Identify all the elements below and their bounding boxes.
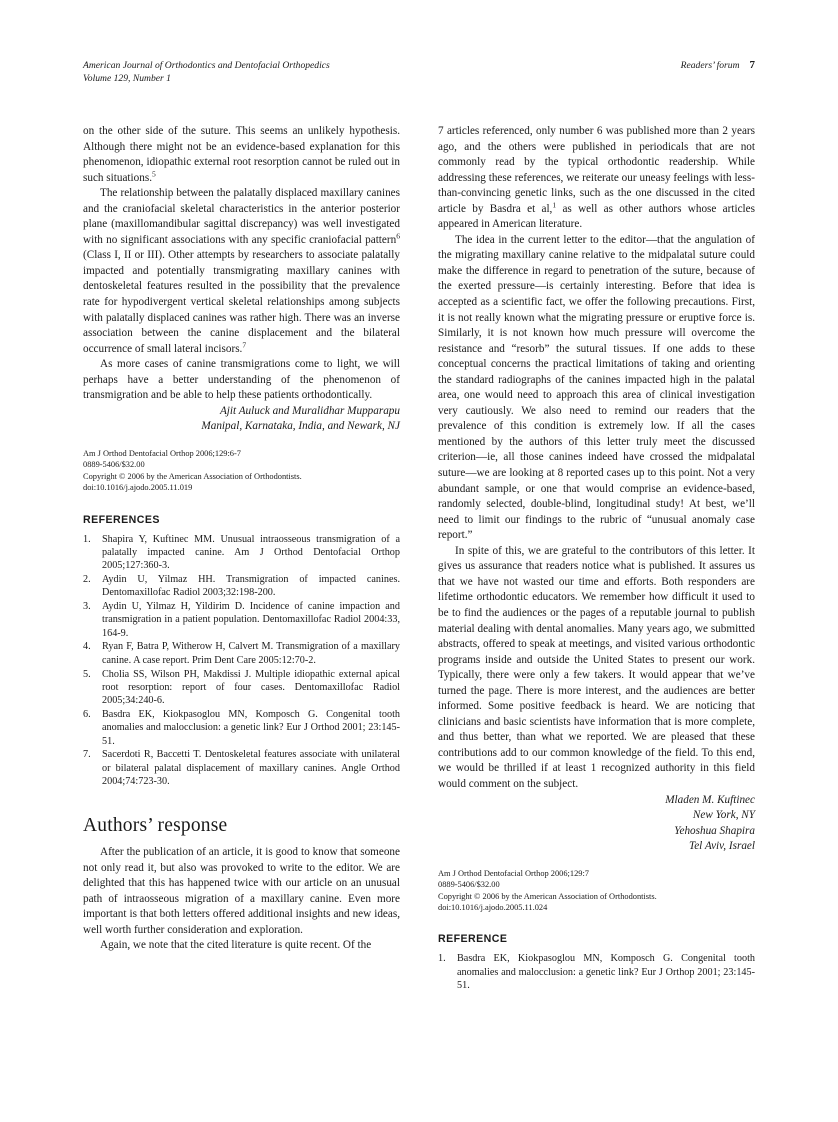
signature-line: Mladen M. Kuftinec: [665, 793, 755, 806]
running-head-section-group: [681, 59, 755, 72]
reference-item: [438, 952, 755, 992]
reference-number: 1.: [438, 953, 446, 965]
paragraph-text-part-a: 7 articles referenced, only number 6 was published more than 2 years ago, and the others were published in periodicals that are not commonly read by the typical orthodontic readership. While addressing these references, we reiterate our uneasy feelings with less-than-convincing genetic links, such as the one discussed in the cited article by Basdra et al,: [438, 125, 755, 215]
citation-block: [438, 868, 755, 914]
reference-text: Ryan F, Batra P, Witherow H, Calvert M. Transmigration of a maxillary canine. A case report. Prim Dent Care 2005:12:70-2.: [102, 641, 400, 666]
running-head: [83, 59, 755, 85]
paragraph: [83, 186, 400, 357]
citation-line: 0889-5406/$32.00: [83, 460, 145, 470]
signature-line: Manipal, Karnataka, India, and Newark, NJ: [201, 420, 400, 433]
journal-title: American Journal of Orthodontics and Dentofacial Orthopedics: [83, 60, 330, 71]
reference-marker: 7: [242, 339, 247, 349]
citation-line: 0889-5406/$32.00: [438, 880, 500, 890]
signature-block: [438, 793, 755, 855]
citation-line: Am J Orthod Dentofacial Orthop 2006;129:6-7: [83, 448, 241, 458]
reference-item: [83, 640, 400, 667]
paragraph-text-part-b: as well as other authors whose articles appeared in American literature.: [438, 202, 755, 231]
paragraph: [438, 124, 755, 233]
citation-line: Am J Orthod Dentofacial Orthop 2006;129:7: [438, 868, 589, 878]
references-heading: REFERENCES: [83, 513, 160, 526]
citation-block: [83, 448, 400, 494]
references-heading: REFERENCE: [438, 933, 508, 946]
reference-number: 2.: [83, 573, 91, 585]
reference-item: [83, 668, 400, 708]
paragraph: In spite of this, we are grateful to the contributors of this letter. It gives us assurance that readers notice what is published. It assures us that we have not wasted our time and efforts. Both responders are lifetime orthodontic educators. We remember how difficult it used to be to find the audiences or the pages of a reputable journal to publish material dealing with dental anomalies. Many years ago, we submitted abstracts, offered to speak at meetings, and visited various orthodontic programs inside and outside the United States to present our work. Typically, there were only a few takers. It would appear that we’ve turned the page. There is more interest, and the audiences are better informed. Some positive feedback is heard. We are noticing that clinicians and basic scientists have information that is more complete, and thus better, than what we reported. We are pleased that these contributions add to our common knowledge of the field. To this end, we would be thrilled if at least 1 recognized authority in this field would comment on the subject.: [438, 544, 755, 790]
paragraph-text: on the other side of the suture. This seems an unlikely hypothesis. Although there might not be an evidence-based explanation for this phenomenon, idiopathic external root resorption cannot be ruled out in such situations.: [83, 125, 400, 184]
paragraph: Again, we note that the cited literature is quite recent. Of the: [100, 939, 372, 952]
reference-text: Cholia SS, Wilson PH, Makdissi J. Multiple idiopathic external apical root resorption: report of four cases. Dentomaxillofac Radiol 2005;34:240-6.: [102, 668, 400, 707]
signature-line: Yehoshua Shapira: [674, 824, 755, 837]
reference-number: 3.: [83, 601, 91, 613]
signature-block: [83, 404, 400, 435]
reference-list: [438, 952, 755, 992]
reference-marker: 6: [396, 231, 400, 241]
signature-line: New York, NY: [692, 809, 755, 822]
volume-line: Volume 129, Number 1: [83, 73, 171, 85]
reference-text: Basdra EK, Kiokpasoglou MN, Komposch G. Congenital tooth anomalies and malocclusion: a genetic link? Eur J Orthod 2001; 23:145-51.: [102, 708, 400, 747]
reference-marker: 1: [552, 200, 557, 209]
citation-line: doi:10.1016/j.ajodo.2005.11.024: [438, 902, 548, 912]
paragraph: [83, 124, 400, 186]
paragraph-text-part-a: The relationship between the palatally displaced maxillary canines and the craniofacial skeletal characteristics in the anterior posterior plane (maxillomandibular sagittal discrepancy) was well investigated with no significant associations with any specific craniofacial pattern: [83, 187, 400, 246]
reference-text: Shapira Y, Kuftinec MM. Unusual intraosseous transmigration of a palatally impacted canine. Am J Orthod Dentofacial Orthop 2005;127:360-3.: [102, 533, 400, 572]
reference-text: Sacerdoti R, Baccetti T. Dentoskeletal features associate with unilateral or bilateral palatal displacement of maxillary canines. Angle Orthod 2004;74:723-30.: [102, 749, 400, 787]
running-head-top-row: [83, 59, 755, 72]
reference-number: 5.: [83, 668, 91, 680]
paragraph: As more cases of canine transmigrations come to light, we will perhaps have a better understanding of the phenomenon of transmigration and be able to help these patients orthodontically.: [83, 358, 400, 402]
reference-item: [83, 708, 400, 748]
citation-line: doi:10.1016/j.ajodo.2005.11.019: [83, 483, 193, 493]
citation-line: Copyright © 2006 by the American Association of Orthodontists.: [83, 471, 302, 481]
signature-line: Ajit Auluck and Muralidhar Mupparapu: [219, 404, 400, 417]
paragraph: After the publication of an article, it is good to know that someone not only read it, but also was provoked to write to the editor. We are delighted that this has happened twice with our article on an unusual path of intraosseous migration of a maxillary canine. Even more important is that both letters offered additional insights and new ideas, well worth further consideration and exploration.: [83, 846, 400, 936]
body-columns: [83, 124, 755, 1044]
reference-item: [83, 573, 400, 600]
page-number: 7: [749, 59, 755, 71]
reference-marker: 5: [152, 168, 156, 178]
left-column: [83, 124, 400, 954]
reference-list: [83, 533, 400, 789]
paragraph-text-part-b: (Class I, II or III). Other attempts by researchers to associate palatally impacted and potentially transmigrating maxillary canines with dentoskeletal features resulted in the possibility that the prevalence rate for hypodivergent vertical skeletal relationships among subjects with palatally displaced canines was rather high. There was an inverse association between the canine displacement and the bilateral occurrence of small lateral incisors.: [83, 249, 400, 355]
reference-text: Aydin U, Yilmaz HH. Transmigration of impacted canines. Dentomaxillofac Radiol 2003;32:198-200.: [102, 573, 400, 599]
paragraph: The idea in the current letter to the editor—that the angulation of the migrating maxillary canine relative to the midpalatal suture could make the difference in regard to penetration of the suture, because of the exerted pressure—is certainly interesting. Before that idea is accepted as a scientific fact, we offer the following precautions. First, it is not really known what the migrating pressure or eruptive force is. Similarly, it is not known how much pressure will overcome the resistance and “resorb” the sutural tissues. If one adds to these conceptual concerns the practical limitations of taking and orienting the standard radiographs of the canines impacted high in the palatal area, one would need to approach this area of clinical investigation very cautiously. We also need to remind our readers that the prevalence of this condition is extremely low. If all the cases mentioned by the authors of this letter truly meet the discussed criterion—ie, all those canines indeed have crossed the midpalatal suture—we are looking at 8 reported cases up to this point. Not a very abundant sample, or one that would comprise an evidence-based, randomly selected, double-blind, longitudinal study! At best, we’ll need to limit our findings to the rubric of “unusual anomaly case report.”: [438, 233, 755, 542]
section-title-authors-response: Authors’ response: [83, 815, 228, 837]
reference-number: 7.: [83, 749, 91, 761]
reference-number: 4.: [83, 641, 91, 653]
right-column: [438, 124, 755, 993]
reference-number: 1.: [83, 533, 91, 545]
citation-line: Copyright © 2006 by the American Association of Orthodontists.: [438, 891, 657, 901]
reference-text: Aydin U, Yilmaz H, Yildirim D. Incidence of canine impaction and transmigration in a patient population. Dentomaxillofac Radiol 2004:33, 164-9.: [102, 601, 400, 639]
section-label: Readers’ forum: [680, 60, 740, 71]
reference-item: [83, 748, 400, 788]
reference-number: 6.: [83, 708, 91, 720]
reference-text: Basdra EK, Kiokpasoglou MN, Komposch G. Congenital tooth anomalies and malocclusion: a genetic link? Eur J Orthop 2001; 23:145-51.: [457, 953, 755, 991]
reference-item: [83, 533, 400, 573]
reference-item: [83, 600, 400, 640]
signature-line: Tel Aviv, Israel: [689, 840, 755, 853]
